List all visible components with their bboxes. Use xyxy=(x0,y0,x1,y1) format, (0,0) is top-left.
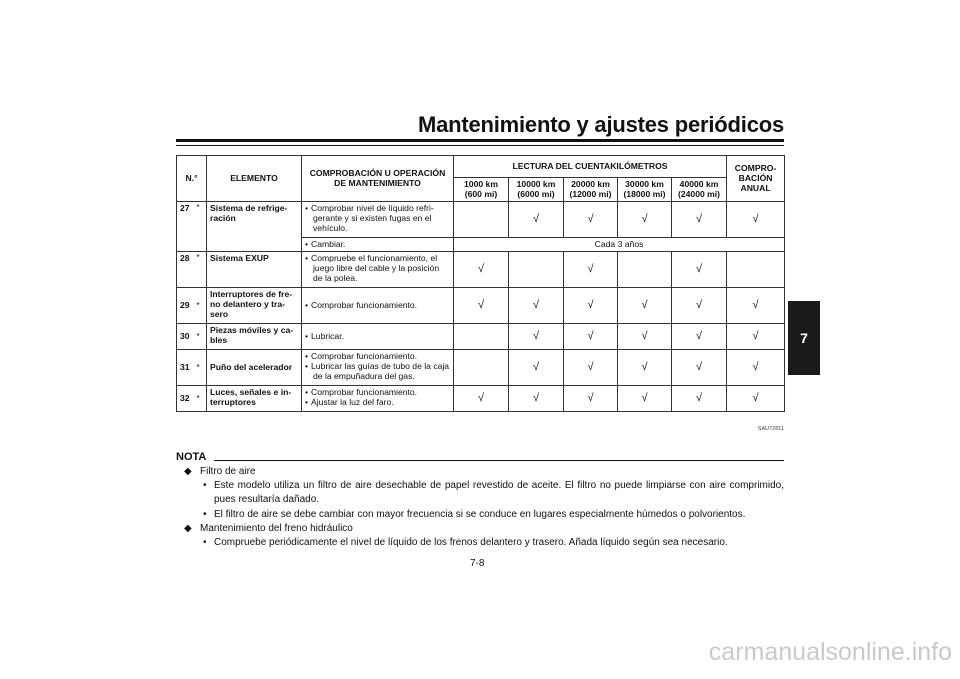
header-km-4: 30000 km (18000 mi) xyxy=(618,178,672,202)
diamond-bullet-icon: ◆ xyxy=(184,522,192,534)
header-km-3: 20000 km (12000 mi) xyxy=(564,178,618,202)
header-km-2: 10000 km (6000 mi) xyxy=(509,178,564,202)
table-row: 27 * Sistema de refrige-ración • Comprobar nivel de líquido refri-gerante y si existen fugas en el vehículo. √ √ √ √ √ xyxy=(177,201,785,237)
header-lectura: LECTURA DEL CUENTAKILÓMETROS xyxy=(454,156,727,178)
list-item: • El filtro de aire se debe cambiar con mayor frecuencia si se conduce en lugares especialmente húmedos o polvorientos. xyxy=(184,508,784,522)
chapter-tab: 7 xyxy=(788,301,820,375)
table-row: 30 * Piezas móviles y ca-bles • Lubricar. √ √ √ √ √ xyxy=(177,323,785,349)
watermark: carmanualsonline.info xyxy=(708,638,952,666)
header-km-1: 1000 km (600 mi) xyxy=(454,178,509,202)
diamond-bullet-icon: ◆ xyxy=(184,466,192,477)
table-row: 28 * Sistema EXUP • Compruebe el funcionamiento, el juego libre del cable y la posición de la polea. √ √ √ xyxy=(177,251,785,287)
header-km-5: 40000 km (24000 mi) xyxy=(672,178,727,202)
list-item: ◆ Filtro de aire xyxy=(184,465,784,479)
bullet-icon: • xyxy=(203,508,207,520)
header-rule xyxy=(176,139,784,142)
reference-code: SAU72811 xyxy=(757,426,784,432)
nota-body xyxy=(184,465,784,550)
header-no: N.° xyxy=(177,156,207,202)
bullet-icon: • xyxy=(203,536,207,548)
list-item: • Este modelo utiliza un filtro de aire desechable de papel revestido de aceite. El filtro no puede limpiarse con aire comprimido, pues resultaría dañado. xyxy=(203,480,784,506)
table-row: 29 * Interruptores de fre-no delantero y tra-sero • Comprobar funcionamiento. √ √ √ √ √ √ xyxy=(177,287,785,323)
list-item: • Compruebe periódicamente el nivel de líquido de los frenos delantero y trasero. Añada líquido según sea necesario. xyxy=(184,536,784,550)
page-title: Mantenimiento y ajustes periódicos xyxy=(417,112,784,137)
table-row: • Cambiar. Cada 3 años xyxy=(177,237,785,251)
header-anual: COMPRO-BACIÓN ANUAL xyxy=(727,156,785,202)
header-rule-thin xyxy=(176,145,784,146)
maintenance-table xyxy=(176,155,785,412)
nota-heading: NOTA xyxy=(176,451,207,463)
header-elemento: ELEMENTO xyxy=(207,156,302,202)
nota-rule xyxy=(214,460,784,461)
bullet-icon: • xyxy=(203,480,207,492)
page-number: 7-8 xyxy=(470,558,485,569)
table-row: 32 * Luces, señales e in-terruptores • Comprobar funcionamiento. • Ajustar la luz del faro. √ √ √ √ √ √ xyxy=(177,385,785,411)
table-row: 31 * Puño del acelerador • Comprobar funcionamiento. • Lubricar las guías de tubo de la caja de la empuñadura del gas. √ √ √ √ √ xyxy=(177,349,785,385)
header-operacion: COMPROBACIÓN U OPERACIÓN DE MANTENIMIENTO xyxy=(302,156,454,202)
list-item: ◆ Mantenimiento del freno hidráulico xyxy=(184,522,784,536)
